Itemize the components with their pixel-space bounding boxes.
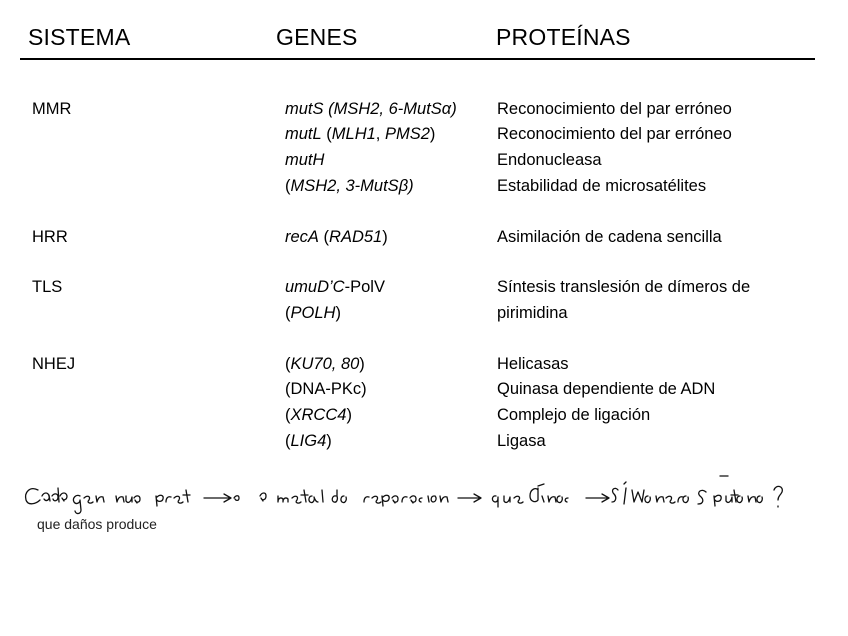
gene-text: (	[321, 125, 332, 143]
gene-text: -PolV	[344, 278, 385, 296]
gene-text: MLH1	[331, 125, 376, 143]
gene-text: )	[359, 355, 365, 373]
protein-nhej-1: Helicasas	[497, 355, 569, 373]
gene-mmr-3	[285, 150, 324, 170]
header-rule	[20, 58, 815, 60]
gene-mmr-1	[285, 99, 457, 119]
gene-text: )	[429, 125, 436, 143]
gene-nhej-4	[285, 431, 332, 451]
gene-text: RAD51	[329, 228, 383, 246]
header-sistema: SISTEMA	[28, 24, 131, 50]
handwritten-annotation	[20, 468, 810, 518]
protein-hrr-1: Asimilación de cadena sencilla	[497, 228, 722, 246]
gene-text: MSH2, 3-MutSβ)	[290, 177, 414, 195]
header-genes: GENES	[276, 24, 358, 50]
system-hrr: HRR	[32, 228, 68, 246]
protein-tls-2: pirimidina	[497, 304, 568, 322]
gene-text: mutL	[285, 125, 322, 143]
protein-mmr-2: Reconocimiento del par erróneo	[497, 125, 732, 143]
gene-text: recA	[285, 228, 319, 246]
gene-text: (	[285, 304, 291, 322]
gene-text: (	[285, 432, 291, 450]
protein-mmr-3: Endonucleasa	[497, 151, 602, 169]
protein-tls-1: Síntesis translesión de dímeros de	[497, 278, 751, 296]
gene-text: (	[285, 177, 291, 195]
gene-text: (	[285, 355, 291, 373]
protein-mmr-4: Estabilidad de microsatélites	[497, 177, 707, 195]
protein-mmr-1: Reconocimiento del par erróneo	[497, 100, 732, 118]
gene-text: mutS (MSH2, 6-MutSα)	[285, 100, 457, 118]
protein-nhej-2: Quinasa dependiente de ADN	[497, 380, 716, 398]
gene-text: XRCC4	[290, 406, 347, 424]
system-mmr: MMR	[32, 100, 72, 118]
gene-text: umuD’C	[285, 278, 345, 296]
gene-text: KU70, 80	[290, 355, 360, 373]
gene-text: POLH	[290, 304, 336, 322]
gene-mmr-4	[285, 176, 414, 196]
gene-text: (	[285, 406, 291, 424]
gene-nhej-3	[285, 405, 352, 425]
protein-nhej-4: Ligasa	[497, 432, 546, 450]
gene-text: )	[382, 228, 388, 246]
gene-hrr-1	[285, 227, 388, 247]
header-proteinas: PROTEÍNAS	[496, 24, 631, 50]
gene-nhej-2	[285, 379, 367, 399]
gene-text: mutH	[285, 151, 325, 169]
gene-mmr-2	[285, 124, 435, 144]
gene-text: )	[326, 432, 332, 450]
gene-text: (	[318, 228, 330, 246]
protein-nhej-3: Complejo de ligación	[497, 406, 651, 424]
system-nhej: NHEJ	[32, 355, 76, 373]
gene-text: )	[335, 304, 341, 322]
gene-text: PMS2	[384, 125, 430, 143]
gene-text: ,	[375, 125, 385, 143]
gene-tls-2	[285, 303, 341, 323]
gene-tls-1	[285, 277, 385, 297]
handwritten-note-label: que daños produce	[37, 516, 157, 532]
gene-text: (DNA-PKc)	[285, 380, 367, 398]
gene-text: )	[346, 406, 352, 424]
gene-nhej-1	[285, 354, 365, 374]
system-tls: TLS	[32, 278, 63, 296]
gene-text: LIG4	[290, 432, 327, 450]
